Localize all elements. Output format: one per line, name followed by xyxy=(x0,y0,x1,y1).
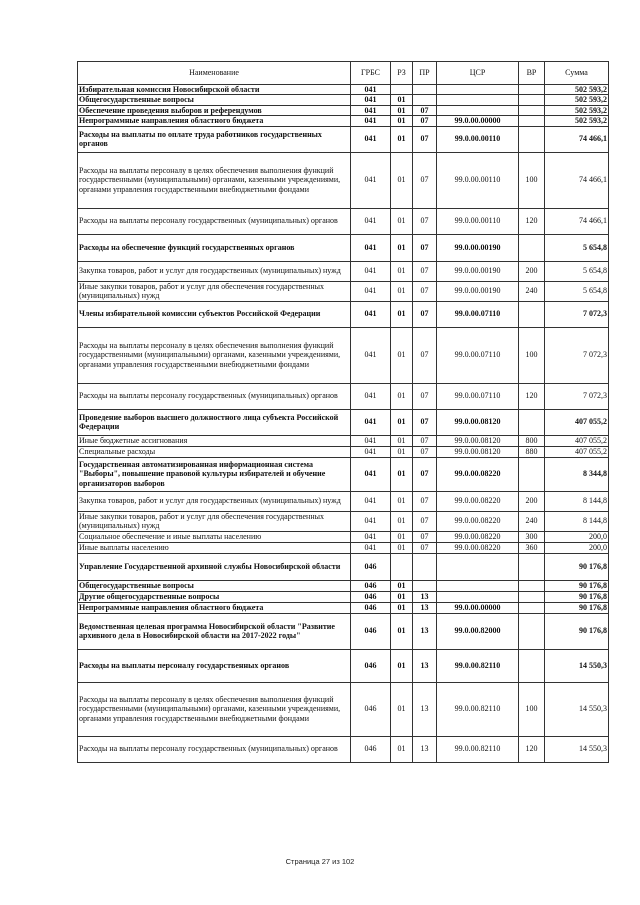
row-vr: 100 xyxy=(519,327,545,383)
row-sum: 90 176,8 xyxy=(545,613,609,649)
row-vr xyxy=(519,649,545,682)
row-csr xyxy=(437,95,519,105)
row-csr: 99.0.00.00190 xyxy=(437,261,519,281)
row-grbs: 041 xyxy=(351,327,391,383)
row-grbs: 046 xyxy=(351,580,391,591)
table-row xyxy=(78,234,609,261)
row-vr xyxy=(519,602,545,613)
row-vr xyxy=(519,409,545,435)
row-csr: 99.0.00.08220 xyxy=(437,457,519,491)
budget-table xyxy=(77,61,609,763)
row-name: Иные бюджетные ассигнования xyxy=(78,435,351,446)
row-name: Непрограммные направления областного бюджета xyxy=(78,116,351,126)
row-csr: 99.0.00.82000 xyxy=(437,613,519,649)
row-grbs: 041 xyxy=(351,435,391,446)
row-vr xyxy=(519,234,545,261)
row-pr: 07 xyxy=(413,491,437,511)
table-row xyxy=(78,383,609,409)
row-name: Расходы на выплаты персоналу государственных (муниципальных) органов xyxy=(78,208,351,234)
row-sum: 5 654,8 xyxy=(545,234,609,261)
row-csr: 99.0.00.82110 xyxy=(437,682,519,736)
row-name: Социальное обеспечение и иные выплаты населению xyxy=(78,531,351,542)
row-sum: 5 654,8 xyxy=(545,281,609,301)
row-grbs: 041 xyxy=(351,95,391,105)
table-row xyxy=(78,435,609,446)
table-row xyxy=(78,531,609,542)
row-sum: 14 550,3 xyxy=(545,682,609,736)
row-name: Избирательная комиссия Новосибирской области xyxy=(78,85,351,95)
row-rz: 01 xyxy=(391,152,413,208)
row-vr: 100 xyxy=(519,682,545,736)
row-grbs: 041 xyxy=(351,511,391,531)
row-csr: 99.0.00.08120 xyxy=(437,435,519,446)
row-rz: 01 xyxy=(391,682,413,736)
row-rz: 01 xyxy=(391,95,413,105)
row-name: Общегосударственные вопросы xyxy=(78,580,351,591)
row-vr: 200 xyxy=(519,491,545,511)
row-vr xyxy=(519,580,545,591)
row-name: Государственная автоматизированная информационная система "Выборы", повышение правовой культуры избирателей и обучение организаторов выборов xyxy=(78,457,351,491)
row-grbs: 041 xyxy=(351,457,391,491)
row-csr xyxy=(437,591,519,602)
table-body xyxy=(78,85,609,763)
row-csr: 99.0.00.00000 xyxy=(437,602,519,613)
row-csr: 99.0.00.82110 xyxy=(437,649,519,682)
row-sum: 200,0 xyxy=(545,531,609,542)
row-csr xyxy=(437,580,519,591)
header-grbs: ГРБС xyxy=(351,62,391,85)
row-rz: 01 xyxy=(391,591,413,602)
row-rz: 01 xyxy=(391,383,413,409)
row-rz: 01 xyxy=(391,327,413,383)
row-pr: 07 xyxy=(413,126,437,152)
row-pr xyxy=(413,95,437,105)
row-grbs: 046 xyxy=(351,553,391,580)
row-vr: 120 xyxy=(519,383,545,409)
table-row xyxy=(78,491,609,511)
row-name: Расходы на выплаты персоналу в целях обеспечения выполнения функций государственными (муниципальными) органами, казенными учреждениями, органами управления государственными внебюджетными фондами xyxy=(78,152,351,208)
row-csr: 99.0.00.08220 xyxy=(437,491,519,511)
row-rz: 01 xyxy=(391,105,413,115)
row-grbs: 041 xyxy=(351,491,391,511)
row-csr xyxy=(437,105,519,115)
row-name: Расходы на выплаты персоналу государственных органов xyxy=(78,649,351,682)
row-sum: 7 072,3 xyxy=(545,383,609,409)
table-row xyxy=(78,736,609,762)
row-name: Проведение выборов высшего должностного лица субъекта Российской Федерации xyxy=(78,409,351,435)
row-sum: 90 176,8 xyxy=(545,580,609,591)
row-rz xyxy=(391,85,413,95)
page-footer: Страница 27 из 102 xyxy=(285,857,355,866)
row-sum: 407 055,2 xyxy=(545,409,609,435)
row-rz: 01 xyxy=(391,281,413,301)
row-rz: 01 xyxy=(391,208,413,234)
row-vr: 240 xyxy=(519,511,545,531)
row-vr: 880 xyxy=(519,446,545,457)
row-csr: 99.0.00.00110 xyxy=(437,126,519,152)
row-pr: 07 xyxy=(413,511,437,531)
row-rz: 01 xyxy=(391,649,413,682)
row-vr: 100 xyxy=(519,152,545,208)
row-pr xyxy=(413,85,437,95)
row-grbs: 046 xyxy=(351,682,391,736)
table-row xyxy=(78,152,609,208)
row-name: Общегосударственные вопросы xyxy=(78,95,351,105)
header-vr: ВР xyxy=(519,62,545,85)
row-pr: 13 xyxy=(413,602,437,613)
row-csr: 99.0.00.00110 xyxy=(437,152,519,208)
row-grbs: 041 xyxy=(351,542,391,553)
row-name: Специальные расходы xyxy=(78,446,351,457)
row-sum: 8 144,8 xyxy=(545,491,609,511)
row-csr: 99.0.00.82110 xyxy=(437,736,519,762)
row-grbs: 046 xyxy=(351,736,391,762)
row-pr: 07 xyxy=(413,531,437,542)
table-header-row xyxy=(78,62,609,85)
row-sum: 200,0 xyxy=(545,542,609,553)
table-row xyxy=(78,261,609,281)
row-pr: 07 xyxy=(413,105,437,115)
row-sum: 7 072,3 xyxy=(545,327,609,383)
row-rz: 01 xyxy=(391,435,413,446)
table-row xyxy=(78,542,609,553)
row-vr xyxy=(519,105,545,115)
row-grbs: 041 xyxy=(351,383,391,409)
table-row xyxy=(78,649,609,682)
row-sum: 502 593,2 xyxy=(545,105,609,115)
row-rz: 01 xyxy=(391,736,413,762)
row-name: Непрограммные направления областного бюджета xyxy=(78,602,351,613)
table-row xyxy=(78,580,609,591)
table-row xyxy=(78,105,609,115)
row-grbs: 046 xyxy=(351,591,391,602)
row-grbs: 041 xyxy=(351,281,391,301)
row-name: Иные закупки товаров, работ и услуг для обеспечения государственных (муниципальных) нужд xyxy=(78,281,351,301)
row-rz: 01 xyxy=(391,261,413,281)
row-sum: 8 344,8 xyxy=(545,457,609,491)
row-grbs: 041 xyxy=(351,208,391,234)
row-name: Расходы на выплаты персоналу государственных (муниципальных) органов xyxy=(78,383,351,409)
row-sum: 502 593,2 xyxy=(545,85,609,95)
row-sum: 407 055,2 xyxy=(545,446,609,457)
table-row xyxy=(78,116,609,126)
row-pr xyxy=(413,580,437,591)
table-row xyxy=(78,591,609,602)
row-vr xyxy=(519,613,545,649)
row-sum: 90 176,8 xyxy=(545,553,609,580)
row-rz: 01 xyxy=(391,457,413,491)
row-grbs: 041 xyxy=(351,531,391,542)
row-pr: 07 xyxy=(413,234,437,261)
row-name: Другие общегосударственные вопросы xyxy=(78,591,351,602)
row-vr xyxy=(519,301,545,327)
row-sum: 5 654,8 xyxy=(545,261,609,281)
row-rz: 01 xyxy=(391,301,413,327)
row-csr: 99.0.00.00000 xyxy=(437,116,519,126)
row-pr: 07 xyxy=(413,435,437,446)
header-rz: РЗ xyxy=(391,62,413,85)
row-pr: 07 xyxy=(413,457,437,491)
header-pr: ПР xyxy=(413,62,437,85)
row-name: Расходы на обеспечение функций государственных органов xyxy=(78,234,351,261)
row-grbs: 041 xyxy=(351,126,391,152)
row-rz: 01 xyxy=(391,580,413,591)
row-sum: 90 176,8 xyxy=(545,602,609,613)
row-vr xyxy=(519,95,545,105)
row-csr xyxy=(437,85,519,95)
row-sum: 14 550,3 xyxy=(545,649,609,682)
row-csr: 99.0.00.08220 xyxy=(437,531,519,542)
row-vr xyxy=(519,591,545,602)
row-pr: 13 xyxy=(413,613,437,649)
row-csr: 99.0.00.00190 xyxy=(437,234,519,261)
row-name: Расходы на выплаты персоналу в целях обеспечения выполнения функций государственными (муниципальными) органами, казенными учреждениями, органами управления государственными внебюджетными фондами xyxy=(78,327,351,383)
row-name: Расходы на выплаты персоналу в целях обеспечения выполнения функций государственными (муниципальными) органами, казенными учреждениями, органами управления государственными внебюджетными фондами xyxy=(78,682,351,736)
row-name: Расходы на выплаты персоналу государственных (муниципальных) органов xyxy=(78,736,351,762)
row-rz: 01 xyxy=(391,531,413,542)
row-vr xyxy=(519,553,545,580)
row-pr: 07 xyxy=(413,301,437,327)
row-sum: 407 055,2 xyxy=(545,435,609,446)
table-row xyxy=(78,85,609,95)
row-sum: 74 466,1 xyxy=(545,152,609,208)
row-grbs: 046 xyxy=(351,613,391,649)
table-row xyxy=(78,301,609,327)
row-pr: 07 xyxy=(413,542,437,553)
row-sum: 7 072,3 xyxy=(545,301,609,327)
row-csr: 99.0.00.07110 xyxy=(437,301,519,327)
row-sum: 502 593,2 xyxy=(545,116,609,126)
row-name: Члены избирательной комиссии субъектов Российской Федерации xyxy=(78,301,351,327)
row-pr: 07 xyxy=(413,446,437,457)
row-vr: 300 xyxy=(519,531,545,542)
row-pr: 07 xyxy=(413,327,437,383)
header-csr: ЦСР xyxy=(437,62,519,85)
row-rz: 01 xyxy=(391,511,413,531)
row-vr: 240 xyxy=(519,281,545,301)
row-name: Расходы на выплаты по оплате труда работников государственных органов xyxy=(78,126,351,152)
row-vr: 120 xyxy=(519,736,545,762)
table-row xyxy=(78,613,609,649)
row-rz: 01 xyxy=(391,446,413,457)
row-csr xyxy=(437,553,519,580)
row-csr: 99.0.00.08120 xyxy=(437,409,519,435)
row-vr xyxy=(519,85,545,95)
row-sum: 8 144,8 xyxy=(545,511,609,531)
row-vr: 200 xyxy=(519,261,545,281)
table-row xyxy=(78,602,609,613)
row-grbs: 046 xyxy=(351,602,391,613)
table-row xyxy=(78,457,609,491)
row-name: Закупка товаров, работ и услуг для государственных (муниципальных) нужд xyxy=(78,261,351,281)
table-row xyxy=(78,208,609,234)
row-rz xyxy=(391,553,413,580)
row-sum: 74 466,1 xyxy=(545,126,609,152)
row-rz: 01 xyxy=(391,542,413,553)
row-grbs: 041 xyxy=(351,409,391,435)
table-row xyxy=(78,446,609,457)
table-row xyxy=(78,327,609,383)
header-sum: Сумма xyxy=(545,62,609,85)
row-pr xyxy=(413,553,437,580)
row-csr: 99.0.00.08220 xyxy=(437,511,519,531)
row-name: Иные закупки товаров, работ и услуг для обеспечения государственных (муниципальных) нужд xyxy=(78,511,351,531)
header-name: Наименование xyxy=(78,62,351,85)
row-sum: 14 550,3 xyxy=(545,736,609,762)
row-name: Закупка товаров, работ и услуг для государственных (муниципальных) нужд xyxy=(78,491,351,511)
row-grbs: 041 xyxy=(351,152,391,208)
row-grbs: 041 xyxy=(351,446,391,457)
row-vr xyxy=(519,126,545,152)
row-pr: 07 xyxy=(413,409,437,435)
row-rz: 01 xyxy=(391,116,413,126)
row-vr: 120 xyxy=(519,208,545,234)
row-rz: 01 xyxy=(391,409,413,435)
row-sum: 90 176,8 xyxy=(545,591,609,602)
row-name: Обеспечение проведения выборов и референдумов xyxy=(78,105,351,115)
row-pr: 07 xyxy=(413,116,437,126)
row-rz: 01 xyxy=(391,613,413,649)
row-pr: 07 xyxy=(413,261,437,281)
row-pr: 13 xyxy=(413,649,437,682)
row-csr: 99.0.00.08220 xyxy=(437,542,519,553)
row-vr: 800 xyxy=(519,435,545,446)
table-row xyxy=(78,553,609,580)
row-rz: 01 xyxy=(391,126,413,152)
row-pr: 13 xyxy=(413,682,437,736)
row-rz: 01 xyxy=(391,234,413,261)
row-vr: 360 xyxy=(519,542,545,553)
row-grbs: 041 xyxy=(351,301,391,327)
row-csr: 99.0.00.07110 xyxy=(437,327,519,383)
row-grbs: 041 xyxy=(351,261,391,281)
row-name: Ведомственная целевая программа Новосибирской области "Развитие архивного дела в Новосибирской области на 2017-2022 годы" xyxy=(78,613,351,649)
row-pr: 07 xyxy=(413,208,437,234)
row-rz: 01 xyxy=(391,491,413,511)
table-row xyxy=(78,126,609,152)
row-grbs: 046 xyxy=(351,649,391,682)
table-row xyxy=(78,281,609,301)
row-sum: 502 593,2 xyxy=(545,95,609,105)
table-row xyxy=(78,511,609,531)
row-pr: 13 xyxy=(413,736,437,762)
row-grbs: 041 xyxy=(351,234,391,261)
row-csr: 99.0.00.07110 xyxy=(437,383,519,409)
row-pr: 07 xyxy=(413,383,437,409)
row-pr: 13 xyxy=(413,591,437,602)
row-grbs: 041 xyxy=(351,116,391,126)
row-grbs: 041 xyxy=(351,85,391,95)
table-row xyxy=(78,409,609,435)
row-vr xyxy=(519,457,545,491)
row-grbs: 041 xyxy=(351,105,391,115)
row-name: Иные выплаты населению xyxy=(78,542,351,553)
row-sum: 74 466,1 xyxy=(545,208,609,234)
row-vr xyxy=(519,116,545,126)
row-csr: 99.0.00.00110 xyxy=(437,208,519,234)
table-row xyxy=(78,95,609,105)
row-rz: 01 xyxy=(391,602,413,613)
row-csr: 99.0.00.08120 xyxy=(437,446,519,457)
table-row xyxy=(78,682,609,736)
row-csr: 99.0.00.00190 xyxy=(437,281,519,301)
row-pr: 07 xyxy=(413,281,437,301)
row-pr: 07 xyxy=(413,152,437,208)
row-name: Управление Государственной архивной службы Новосибирской области xyxy=(78,553,351,580)
